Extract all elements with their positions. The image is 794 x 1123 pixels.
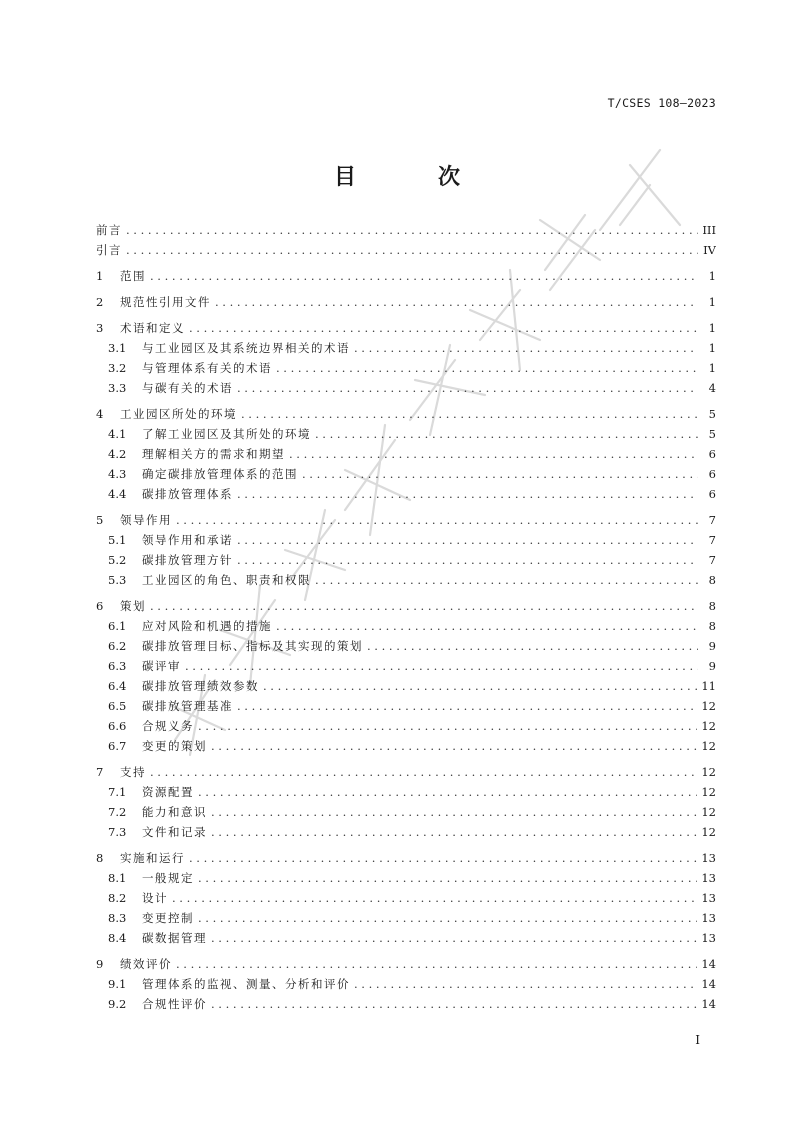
toc-entry-page: IV <box>703 243 716 257</box>
toc-leader-dots <box>185 656 698 676</box>
toc-entry-page: 1 <box>708 361 716 375</box>
toc-entry-label: 碳排放管理基准 <box>142 699 233 713</box>
toc-entry-number: 6.6 <box>108 719 127 733</box>
toc-entry-number: 8.4 <box>108 931 127 945</box>
toc-leader-dots <box>211 822 697 842</box>
toc-leader-dots <box>302 464 698 484</box>
toc-leader-dots <box>189 848 697 868</box>
document-code: T/CSES 108—2023 <box>607 96 716 110</box>
toc-subentry[interactable] <box>96 888 716 908</box>
toc-subentry[interactable] <box>96 802 716 822</box>
toc-entry-label: 工业园区所处的环境 <box>120 407 237 421</box>
toc-leader-dots <box>237 696 697 716</box>
toc-leader-dots <box>176 954 697 974</box>
toc-entry-label: 应对风险和机遇的措施 <box>142 619 272 633</box>
toc-leader-dots <box>367 636 698 656</box>
toc-entry-page: 7 <box>708 513 716 527</box>
toc-entry-number: 8 <box>96 851 104 865</box>
toc-entry-number: 6 <box>96 599 104 613</box>
toc-entry-page: 11 <box>701 679 716 693</box>
toc-subentry[interactable] <box>96 656 716 676</box>
toc-leader-dots <box>237 530 698 550</box>
toc-leader-dots <box>215 292 698 312</box>
toc-entry-label: 文件和记录 <box>142 825 207 839</box>
toc-entry-number: 3.2 <box>108 361 127 375</box>
toc-subentry[interactable] <box>96 616 716 636</box>
toc-entry-label: 能力和意识 <box>142 805 207 819</box>
toc-leader-dots <box>237 550 698 570</box>
toc-entry-label: 实施和运行 <box>120 851 185 865</box>
toc-entry-label: 与碳有关的术语 <box>142 381 233 395</box>
toc-entry-number: 9.2 <box>108 997 127 1011</box>
table-of-contents <box>96 220 716 1014</box>
page-title: 目 次 <box>333 165 490 190</box>
toc-entry-page: 5 <box>708 407 716 421</box>
toc-entry[interactable] <box>96 762 716 782</box>
toc-entry-number: 4.3 <box>108 467 127 481</box>
toc-entry-page: 13 <box>701 871 716 885</box>
toc-entry-number: 8.3 <box>108 911 127 925</box>
toc-entry-page: 14 <box>701 997 716 1011</box>
toc-entry-page: 7 <box>708 533 716 547</box>
toc-leader-dots <box>263 676 697 696</box>
toc-subentry[interactable] <box>96 868 716 888</box>
toc-entry-number: 5 <box>96 513 104 527</box>
toc-entry-number: 1 <box>96 269 104 283</box>
toc-entry-label: 管理体系的监视、测量、分析和评价 <box>142 977 350 991</box>
toc-leader-dots <box>126 240 698 260</box>
toc-entry-page: 13 <box>701 851 716 865</box>
toc-leader-dots <box>172 888 697 908</box>
toc-entry-page: 8 <box>708 573 716 587</box>
toc-entry-number: 4.4 <box>108 487 127 501</box>
toc-entry-label: 引言 <box>96 243 122 257</box>
page-folio: I <box>695 1033 700 1047</box>
toc-entry-label: 变更控制 <box>142 911 194 925</box>
toc-entry-number: 6.5 <box>108 699 127 713</box>
toc-subentry[interactable] <box>96 530 716 550</box>
toc-entry-number: 2 <box>96 295 104 309</box>
toc-entry-page: 7 <box>708 553 716 567</box>
toc-entry-page: 6 <box>708 447 716 461</box>
toc-entry-number: 9 <box>96 957 104 971</box>
toc-entry-label: 碳评审 <box>142 659 181 673</box>
toc-subentry[interactable] <box>96 908 716 928</box>
toc-entry-number: 7.3 <box>108 825 127 839</box>
toc-entry-page: 12 <box>701 699 716 713</box>
toc-entry-label: 规范性引用文件 <box>120 295 211 309</box>
toc-entry[interactable] <box>96 240 716 260</box>
toc-entry[interactable] <box>96 292 716 312</box>
toc-entry-page: III <box>702 223 716 237</box>
toc-entry-label: 确定碳排放管理体系的范围 <box>142 467 298 481</box>
toc-leader-dots <box>150 266 698 286</box>
toc-entry-page: 4 <box>708 381 716 395</box>
toc-entry-page: 12 <box>701 785 716 799</box>
toc-leader-dots <box>276 358 698 378</box>
toc-entry-label: 前言 <box>96 223 122 237</box>
toc-entry-page: 5 <box>708 427 716 441</box>
toc-subentry[interactable] <box>96 570 716 590</box>
toc-entry-label: 碳排放管理体系 <box>142 487 233 501</box>
toc-subentry[interactable] <box>96 696 716 716</box>
toc-leader-dots <box>211 736 697 756</box>
toc-subentry[interactable] <box>96 338 716 358</box>
toc-subentry[interactable] <box>96 464 716 484</box>
toc-entry-page: 1 <box>708 321 716 335</box>
toc-leader-dots <box>315 570 698 590</box>
toc-entry-label: 与管理体系有关的术语 <box>142 361 272 375</box>
toc-entry-label: 了解工业园区及其所处的环境 <box>142 427 311 441</box>
toc-entry-page: 12 <box>701 739 716 753</box>
toc-entry-number: 3.3 <box>108 381 127 395</box>
toc-leader-dots <box>289 444 698 464</box>
toc-entry-number: 6.4 <box>108 679 127 693</box>
toc-leader-dots <box>211 802 697 822</box>
toc-entry-page: 9 <box>708 639 716 653</box>
toc-entry-label: 领导作用 <box>120 513 172 527</box>
toc-entry-page: 14 <box>701 957 716 971</box>
toc-entry[interactable] <box>96 954 716 974</box>
toc-entry-label: 变更的策划 <box>142 739 207 753</box>
toc-entry-page: 1 <box>708 269 716 283</box>
toc-leader-dots <box>126 220 698 240</box>
toc-entry-page: 6 <box>708 467 716 481</box>
toc-leader-dots <box>198 868 697 888</box>
toc-entry-number: 3 <box>96 321 104 335</box>
toc-entry-number: 8.2 <box>108 891 127 905</box>
toc-entry-label: 工业园区的角色、职责和权限 <box>142 573 311 587</box>
toc-leader-dots <box>150 596 698 616</box>
toc-subentry[interactable] <box>96 484 716 504</box>
toc-entry-number: 5.3 <box>108 573 127 587</box>
toc-entry-page: 8 <box>708 619 716 633</box>
toc-subentry[interactable] <box>96 822 716 842</box>
toc-subentry[interactable] <box>96 424 716 444</box>
toc-entry-label: 绩效评价 <box>120 957 172 971</box>
toc-entry-number: 4 <box>96 407 104 421</box>
toc-leader-dots <box>198 908 697 928</box>
toc-entry-label: 领导作用和承诺 <box>142 533 233 547</box>
toc-entry-label: 合规性评价 <box>142 997 207 1011</box>
toc-subentry[interactable] <box>96 550 716 570</box>
toc-leader-dots <box>241 404 698 424</box>
toc-entry-page: 13 <box>701 931 716 945</box>
toc-leader-dots <box>315 424 698 444</box>
toc-entry-number: 6.1 <box>108 619 127 633</box>
toc-subentry[interactable] <box>96 974 716 994</box>
toc-entry-number: 7.2 <box>108 805 127 819</box>
toc-entry-label: 术语和定义 <box>120 321 185 335</box>
toc-entry-label: 资源配置 <box>142 785 194 799</box>
toc-entry-page: 14 <box>701 977 716 991</box>
toc-leader-dots <box>189 318 698 338</box>
toc-leader-dots <box>211 994 697 1014</box>
toc-leader-dots <box>276 616 698 636</box>
toc-entry-page: 9 <box>708 659 716 673</box>
toc-entry-page: 1 <box>708 341 716 355</box>
toc-entry-number: 7 <box>96 765 104 779</box>
toc-leader-dots <box>237 378 698 398</box>
toc-entry-number: 4.2 <box>108 447 127 461</box>
toc-entry[interactable] <box>96 510 716 530</box>
toc-entry-page: 6 <box>708 487 716 501</box>
toc-entry-label: 理解相关方的需求和期望 <box>142 447 285 461</box>
toc-entry-number: 7.1 <box>108 785 127 799</box>
toc-leader-dots <box>354 338 698 358</box>
toc-entry-label: 碳排放管理绩效参数 <box>142 679 259 693</box>
toc-entry-label: 范围 <box>120 269 146 283</box>
toc-entry-page: 12 <box>701 765 716 779</box>
toc-subentry[interactable] <box>96 358 716 378</box>
toc-subentry[interactable] <box>96 782 716 802</box>
toc-entry[interactable] <box>96 848 716 868</box>
toc-entry-number: 8.1 <box>108 871 127 885</box>
toc-subentry[interactable] <box>96 736 716 756</box>
toc-entry-page: 8 <box>708 599 716 613</box>
toc-subentry[interactable] <box>96 994 716 1014</box>
toc-entry-label: 碳排放管理目标、指标及其实现的策划 <box>142 639 363 653</box>
toc-entry-number: 5.1 <box>108 533 127 547</box>
toc-entry-label: 与工业园区及其系统边界相关的术语 <box>142 341 350 355</box>
toc-subentry[interactable] <box>96 378 716 398</box>
toc-entry[interactable] <box>96 220 716 240</box>
toc-leader-dots <box>237 484 698 504</box>
toc-entry-number: 5.2 <box>108 553 127 567</box>
toc-leader-dots <box>150 762 697 782</box>
toc-entry-label: 设计 <box>142 891 168 905</box>
toc-leader-dots <box>198 782 697 802</box>
toc-entry-label: 碳排放管理方针 <box>142 553 233 567</box>
toc-entry-page: 13 <box>701 911 716 925</box>
toc-entry-number: 4.1 <box>108 427 127 441</box>
toc-entry-number: 9.1 <box>108 977 127 991</box>
toc-entry-page: 12 <box>701 825 716 839</box>
toc-entry-number: 3.1 <box>108 341 127 355</box>
toc-entry-label: 支持 <box>120 765 146 779</box>
toc-entry-page: 13 <box>701 891 716 905</box>
toc-entry-page: 1 <box>708 295 716 309</box>
toc-entry[interactable] <box>96 404 716 424</box>
toc-subentry[interactable] <box>96 636 716 656</box>
toc-leader-dots <box>211 928 697 948</box>
toc-leader-dots <box>198 716 697 736</box>
toc-entry-label: 合规义务 <box>142 719 194 733</box>
toc-subentry[interactable] <box>96 444 716 464</box>
toc-leader-dots <box>354 974 697 994</box>
toc-entry-page: 12 <box>701 719 716 733</box>
toc-entry-number: 6.7 <box>108 739 127 753</box>
toc-entry[interactable] <box>96 266 716 286</box>
toc-entry-page: 12 <box>701 805 716 819</box>
toc-subentry[interactable] <box>96 928 716 948</box>
toc-entry[interactable] <box>96 318 716 338</box>
toc-subentry[interactable] <box>96 716 716 736</box>
toc-entry-number: 6.2 <box>108 639 127 653</box>
toc-entry-label: 碳数据管理 <box>142 931 207 945</box>
toc-entry-label: 策划 <box>120 599 146 613</box>
toc-leader-dots <box>176 510 698 530</box>
toc-entry-label: 一般规定 <box>142 871 194 885</box>
toc-subentry[interactable] <box>96 676 716 696</box>
toc-entry[interactable] <box>96 596 716 616</box>
toc-entry-number: 6.3 <box>108 659 127 673</box>
